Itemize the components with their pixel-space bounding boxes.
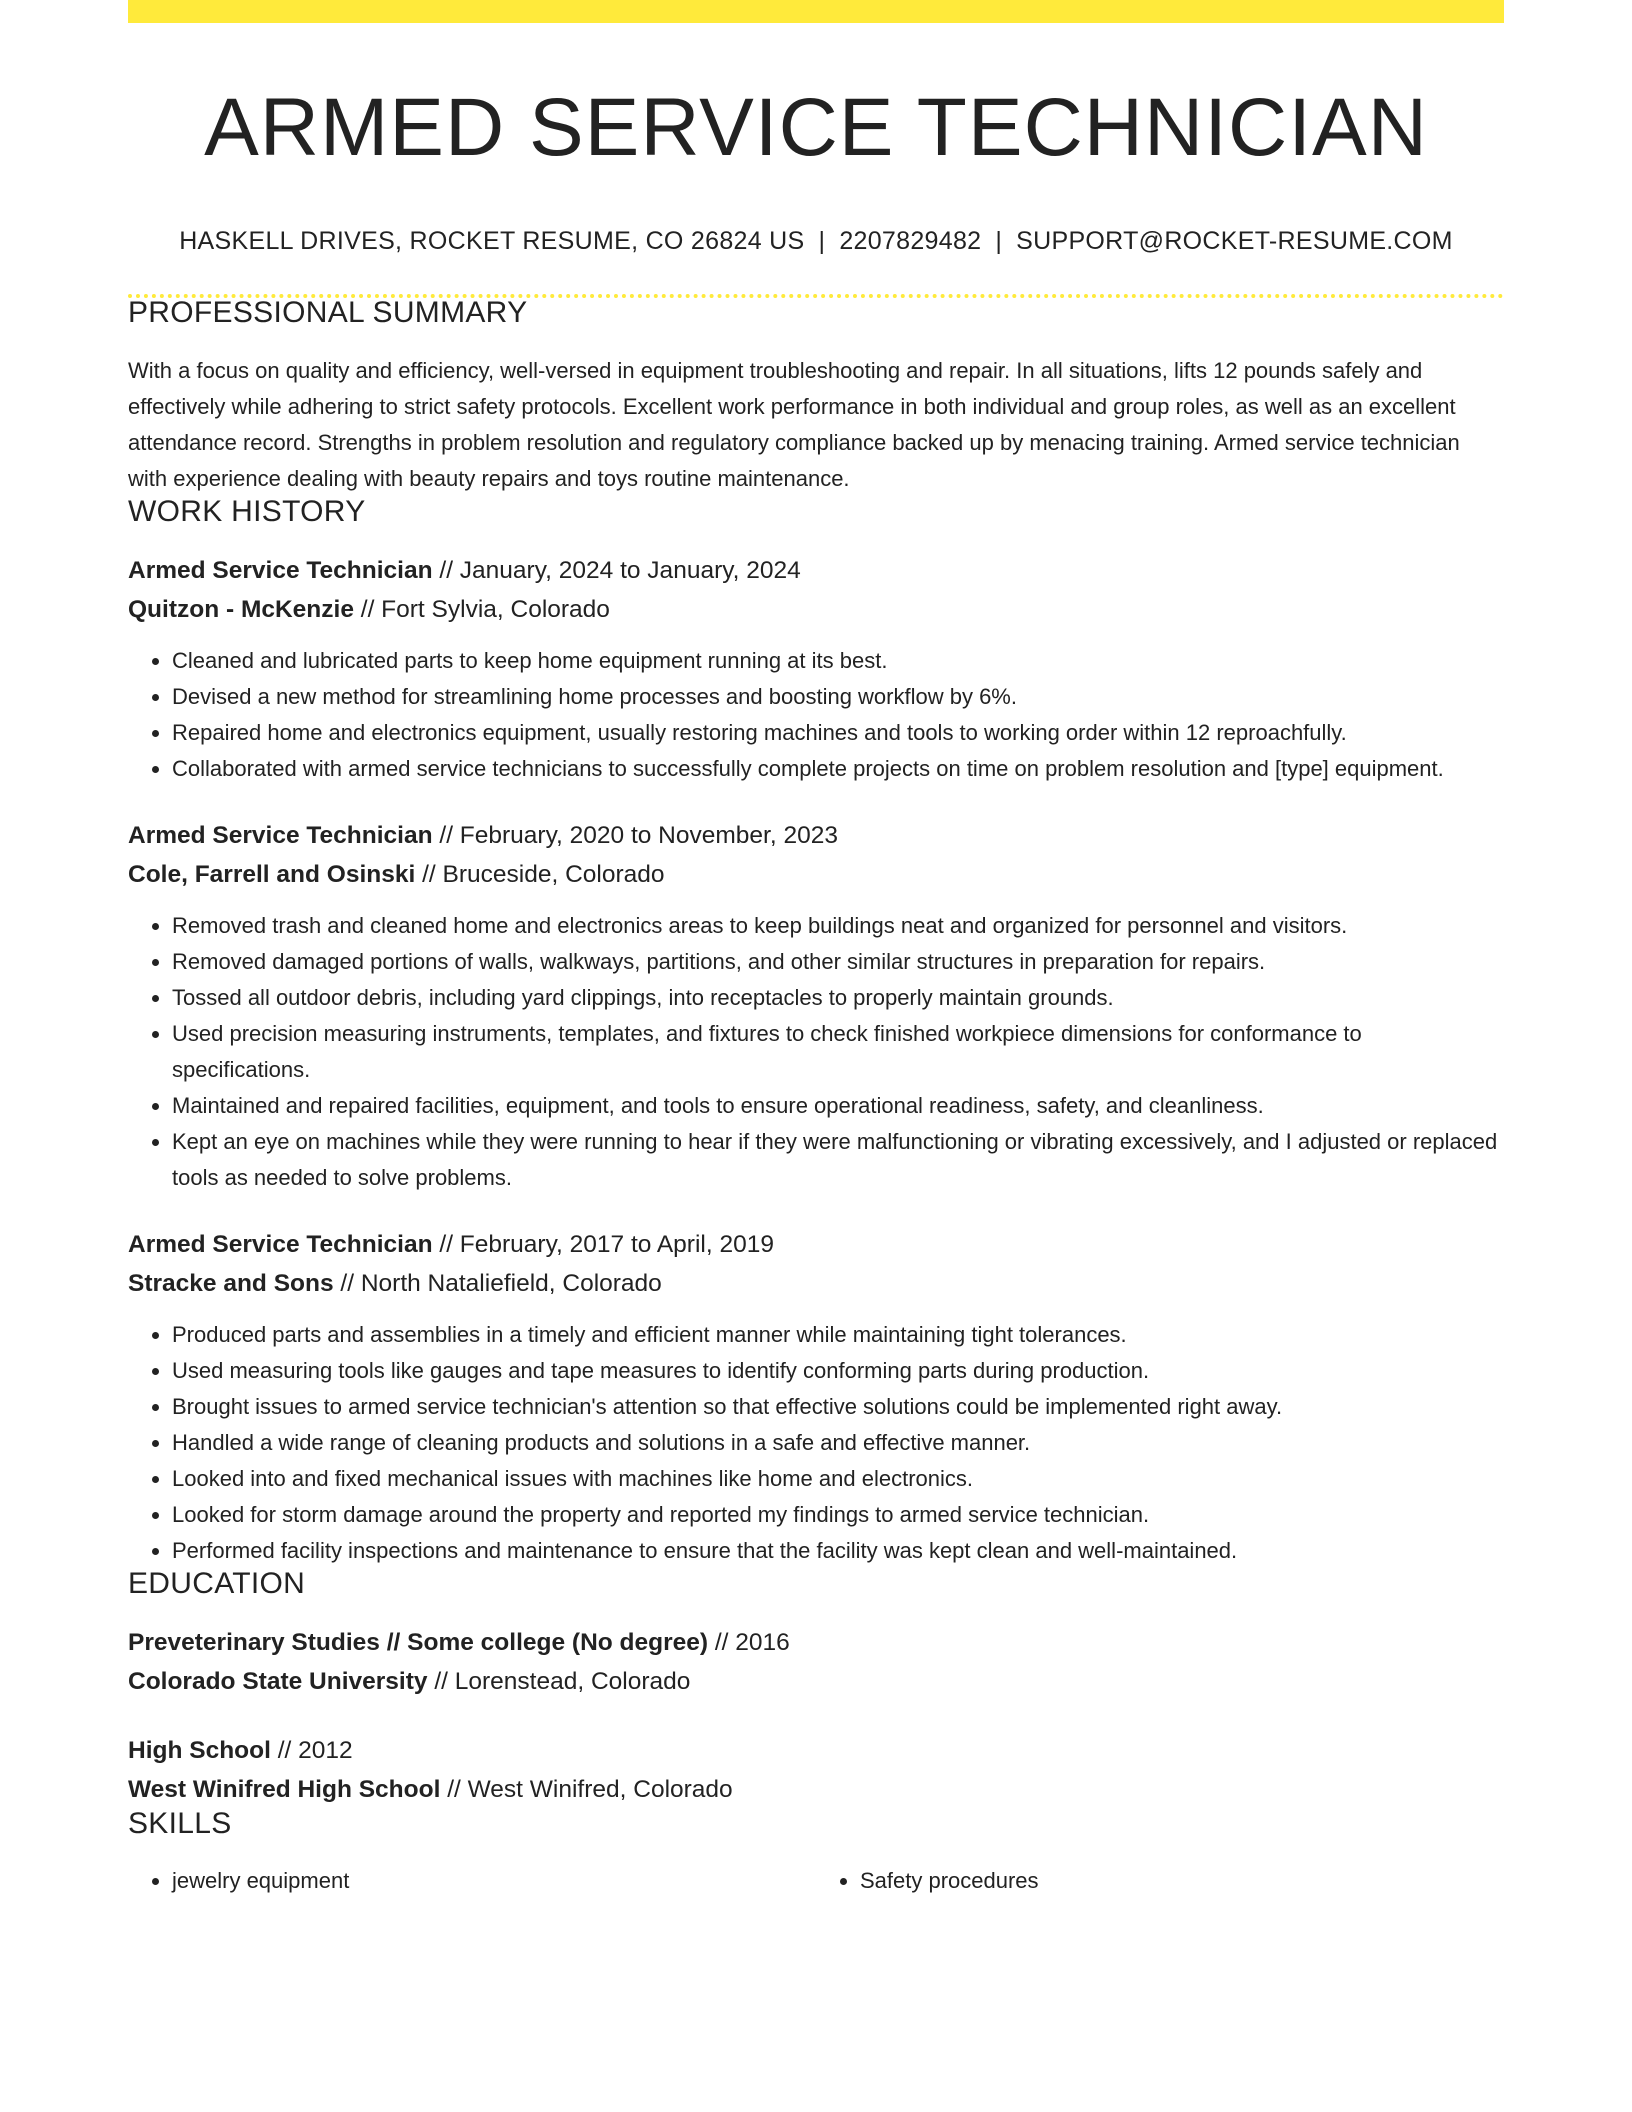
contact-phone: 2207829482	[839, 227, 982, 255]
job-bullet: • Maintained and repaired facilities, equipment, and tools to ensure operational readiness, safety, and cleanliness.	[172, 1088, 1504, 1124]
company-line	[128, 1265, 1504, 1303]
skills-heading: SKILLS	[128, 1807, 232, 1840]
job-title: Armed Service Technician	[128, 557, 433, 584]
company-location: // Fort Sylvia, Colorado	[353, 596, 610, 623]
job-bullets	[128, 908, 1504, 1196]
job-entry	[128, 551, 1504, 787]
job-bullet: • Looked for storm damage around the property and reported my findings to armed service technician.	[172, 1497, 1504, 1533]
job-bullet: • Used measuring tools like gauges and tape measures to identify conforming parts during production.	[172, 1353, 1504, 1389]
job-dates: // January, 2024 to January, 2024	[432, 557, 801, 584]
company-name: Cole, Farrell and Osinski	[128, 861, 416, 888]
education-entry	[128, 1731, 1504, 1809]
job-title-line	[128, 816, 1504, 856]
company-line	[128, 591, 1504, 629]
skill-item: • jewelry equipment	[172, 1863, 816, 1899]
job-bullet: • Produced parts and assemblies in a timely and efficient manner while maintaining tight tolerances.	[172, 1317, 1504, 1353]
contact-address: HASKELL DRIVES, ROCKET RESUME, CO 26824 US	[179, 227, 805, 255]
job-bullet: • Removed damaged portions of walls, walkways, partitions, and other similar structures in preparation for repairs.	[172, 944, 1504, 980]
job-dates: // February, 2020 to November, 2023	[432, 822, 838, 849]
job-bullet: • Devised a new method for streamlining home processes and boosting workflow by 6%.	[172, 679, 1504, 715]
top-accent-bar	[128, 0, 1504, 23]
degree-year: // 2016	[708, 1629, 790, 1656]
contact-separator: |	[818, 227, 826, 255]
resume-page	[128, 0, 1504, 1899]
job-bullets	[128, 1317, 1504, 1569]
company-name: Quitzon - McKenzie	[128, 596, 354, 623]
job-bullet: • Kept an eye on machines while they were running to hear if they were malfunctioning or vibrating excessively, and I adjusted or replaced tools as needed to solve problems.	[172, 1124, 1504, 1196]
job-entry	[128, 816, 1504, 1196]
job-title: Armed Service Technician	[128, 822, 433, 849]
school-name: Colorado State University	[128, 1668, 428, 1695]
company-location: // North Nataliefield, Colorado	[333, 1270, 662, 1297]
degree-name: High School	[128, 1737, 271, 1764]
school-location: // Lorenstead, Colorado	[427, 1668, 691, 1695]
degree-name: Preveterinary Studies // Some college (No degree)	[128, 1629, 709, 1656]
job-title: Armed Service Technician	[128, 1231, 433, 1258]
job-bullet: • Cleaned and lubricated parts to keep home equipment running at its best.	[172, 643, 1504, 679]
school-name: West Winifred High School	[128, 1776, 441, 1803]
job-bullet: • Removed trash and cleaned home and electronics areas to keep buildings neat and organized for personnel and visitors.	[172, 908, 1504, 944]
summary-text: With a focus on quality and efficiency, well-versed in equipment troubleshooting and repair. In all situations, lifts 12 pounds safely and effectively while adhering to strict safety protocols. Excellent work performance in both individual and group roles, as well as an excellent attendance record. Strengths in problem resolution and regulatory compliance backed up by menacing training. Armed service technician with experience dealing with beauty repairs and toys routine maintenance.	[128, 358, 1460, 491]
skills-column-left	[128, 1863, 816, 1899]
job-dates: // February, 2017 to April, 2019	[432, 1231, 774, 1258]
skills-list	[128, 1863, 1504, 1899]
job-bullet: • Performed facility inspections and maintenance to ensure that the facility was kept clean and well-maintained.	[172, 1533, 1504, 1569]
company-name: Stracke and Sons	[128, 1270, 334, 1297]
school-line	[128, 1663, 1504, 1701]
school-line	[128, 1771, 1504, 1809]
resume-name: ARMED SERVICE TECHNICIAN	[204, 82, 1428, 173]
degree-line	[128, 1731, 1504, 1771]
degree-line	[128, 1623, 1504, 1663]
company-location: // Bruceside, Colorado	[415, 861, 665, 888]
contact-email: SUPPORT@ROCKET-RESUME.COM	[1016, 227, 1453, 255]
job-bullets	[128, 643, 1504, 787]
job-entry	[128, 1225, 1504, 1569]
job-bullet: • Brought issues to armed service technician's attention so that effective solutions could be implemented right away.	[172, 1389, 1504, 1425]
contact-separator: |	[995, 227, 1003, 255]
job-bullet: • Repaired home and electronics equipment, usually restoring machines and tools to working order within 12 reproachfully.	[172, 715, 1504, 751]
job-bullet: • Tossed all outdoor debris, including yard clippings, into receptacles to properly maintain grounds.	[172, 980, 1504, 1016]
company-line	[128, 856, 1504, 894]
summary-heading: PROFESSIONAL SUMMARY	[128, 296, 528, 329]
education-heading: EDUCATION	[128, 1567, 306, 1600]
school-location: // West Winifred, Colorado	[440, 1776, 733, 1803]
job-title-line	[128, 1225, 1504, 1265]
education-entry	[128, 1623, 1504, 1701]
skill-item: • Safety procedures	[860, 1863, 1504, 1899]
job-bullet: • Collaborated with armed service technicians to successfully complete projects on time on problem resolution and [type] equipment.	[172, 751, 1504, 787]
job-bullet: • Used precision measuring instruments, templates, and fixtures to check finished workpiece dimensions for conformance to specifications.	[172, 1016, 1504, 1088]
work-history-heading: WORK HISTORY	[128, 495, 366, 528]
job-bullet: • Looked into and fixed mechanical issues with machines like home and electronics.	[172, 1461, 1504, 1497]
degree-year: // 2012	[270, 1737, 353, 1764]
contact-line	[128, 227, 1504, 256]
job-title-line	[128, 551, 1504, 591]
skills-column-right	[816, 1863, 1504, 1899]
job-bullet: • Handled a wide range of cleaning products and solutions in a safe and effective manner.	[172, 1425, 1504, 1461]
